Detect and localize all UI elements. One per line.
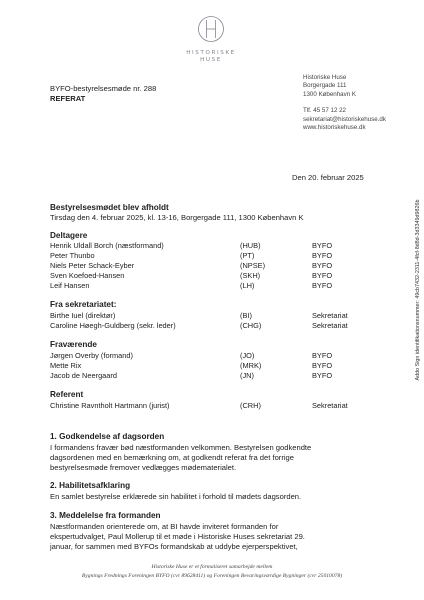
table-row: Leif Hansen (LH) BYFO (50, 281, 333, 290)
group-title-secretariat: Fra sekretariatet: (50, 300, 117, 309)
section-title-impartiality: 2. Habilitetsafklaring (50, 481, 131, 490)
section-title-agenda: 1. Godkendelse af dagsorden (50, 432, 165, 441)
table-row: Niels Peter Schack-Eyber (NPSE) BYFO (50, 261, 333, 270)
section-body-chair-message: Næstformanden orienterede om, at BI havde inviteret formanden for ekspertudvalget, Paul Mollerup til et møde i Historiske Huses sekretariat 29. januar, for sammen med BYFOs formandskab at uddybe ejerperspektivet, (50, 522, 305, 551)
logo-text-line1: HISTORISKE (186, 50, 236, 56)
house-emblem-icon (185, 10, 237, 50)
meeting-detail: Tirsdag den 4. februar 2025, kl. 13-16, Borgergade 111, 1300 København K (50, 213, 304, 222)
logo (185, 10, 237, 70)
sender-block (303, 74, 421, 132)
footer-line1: Historiske Huse er et formaliseret samarbejde mellem (151, 564, 273, 570)
footer-line2: Bygnings Frednings Foreningen BYFO (cvr 89628411) og Foreningen Bevaringsværdige Bygninger (cvr 25010078) (81, 573, 343, 579)
group-title-referent: Referent (50, 390, 84, 399)
table-row: Peter Thunbo (PT) BYFO (50, 251, 333, 260)
logo-text-line2: HUSE (200, 57, 222, 63)
group-title-participants: Deltagere (50, 231, 88, 240)
section-title-chair-message: 3. Meddelelse fra formanden (50, 511, 161, 520)
table-row: Jacob de Neergaard (JN) BYFO (50, 371, 333, 380)
table-row: Mette Rix (MRK) BYFO (50, 361, 333, 370)
table-row: Jørgen Overby (formand) (JO) BYFO (50, 351, 333, 360)
signature-id-text: Addo Sign identifikationsnummer: 49cb7432-2311-4fcf-8d8d-3d3349d9826b (415, 199, 421, 381)
sender-city: 1300 København K (303, 90, 356, 98)
sender-web: www.historiskehuse.dk (303, 124, 366, 132)
section-body-agenda: I formandens fravær bød næstformanden velkommen. Bestyrelsen godkendte dagsordenen med en bemærkning om, at godkendt referat fra det forrige bestyrelsesmøde fremover vedlægges mødematerialet. (50, 443, 312, 472)
sender-street: Borgergade 111 (303, 82, 347, 90)
group-title-absent: Fraværende (50, 340, 97, 349)
table-row: Henrik Uldall Borch (næstformand) (HUB) BYFO (50, 241, 333, 250)
sender-org: Historiske Huse (303, 74, 347, 81)
table-row: Birthe Iuel (direktør) (BI) Sekretariat (50, 311, 348, 320)
document-type: REFERAT (50, 94, 86, 103)
section-body-impartiality: En samlet bestyrelse erklærede sin habilitet i forhold til mødets dagsorden. (50, 492, 302, 501)
sender-phone: Tlf. 45 57 12 22 (303, 107, 346, 115)
sender-email: sekretariat@historiskehuse.dk (303, 115, 386, 123)
table-row: Caroline Høegh-Guldberg (sekr. leder) (CHG) Sekretariat (50, 321, 348, 330)
table-row: Sven Koefoed-Hansen (SKH) BYFO (50, 271, 333, 280)
table-row: Christine Ravntholt Hartmann (jurist) (CRH) Sekretariat (50, 401, 348, 410)
meeting-number: BYFO-bestyrelsesmøde nr. 288 (50, 84, 157, 93)
meeting-title: Bestyrelsesmødet blev afholdt (50, 203, 169, 212)
document-date: Den 20. februar 2025 (292, 173, 364, 182)
